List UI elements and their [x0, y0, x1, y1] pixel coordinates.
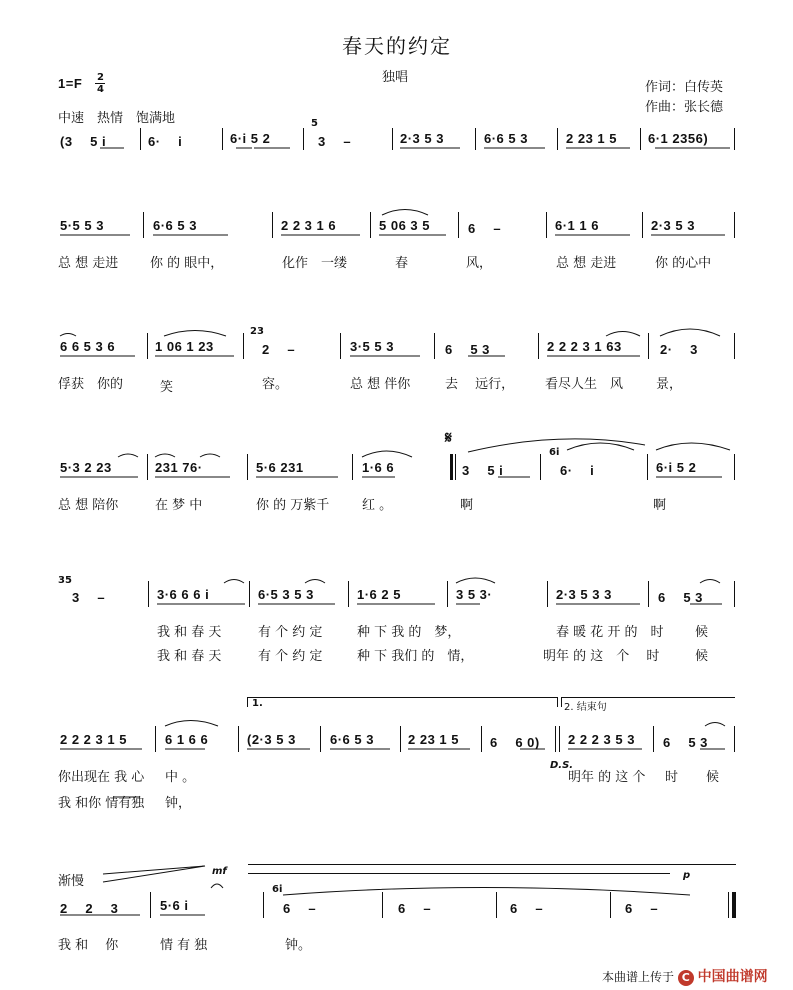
lyric: 我 和你 情有独 [58, 796, 145, 811]
dynamic-p: p [683, 870, 691, 881]
measure: 2 – [262, 342, 296, 357]
measure: 6 5 3 [445, 342, 490, 357]
fermata [211, 884, 223, 888]
slur [705, 723, 725, 727]
hairpin-diminuendo [103, 866, 205, 882]
measure: 6·i 5 2 [230, 131, 271, 146]
measure: 6 – [468, 221, 502, 236]
measure: 6·5 3 5 3 [258, 587, 314, 602]
grace-note: 5 [311, 118, 318, 129]
measure: 2 2 2 3 1 63 [547, 339, 622, 354]
measure: (3 5 i [60, 134, 107, 149]
volta-first-ending: 1. [252, 698, 263, 709]
measure: 5 06 3 5 [379, 218, 430, 233]
slur [60, 334, 76, 337]
site-logo-icon: C [678, 970, 694, 986]
measure: 6·1 2356) [648, 131, 709, 146]
lyric: 啊 [653, 498, 667, 513]
lyric: 明年 的 这 个 时 [543, 649, 660, 664]
measure: 6·i 5 2 [656, 460, 697, 475]
slur [700, 580, 720, 584]
lyric: 我 和 春 天 [157, 625, 222, 640]
measure: 6 – [398, 901, 432, 916]
measure: (2·3 5 3 [247, 732, 296, 747]
grace-note: 6i [549, 447, 560, 458]
measure: 6· i [148, 134, 183, 149]
slur [660, 329, 720, 336]
slur [656, 443, 730, 450]
measure: 6 – [510, 901, 544, 916]
lyric: 种 下 我 的 梦， [357, 625, 461, 640]
tie [283, 888, 690, 896]
measure: 3·5 5 3 [350, 339, 394, 354]
measure: 5·6 i [160, 898, 189, 913]
lyric: 总 想 陪你 [58, 498, 119, 513]
measure: 2 2 3 [60, 901, 119, 916]
measure: 2·3 5 3 [651, 218, 695, 233]
lyric: 中 。 [165, 770, 196, 785]
time-signature-denominator: 4 [97, 84, 104, 95]
segno-sign: 𝄋 [445, 430, 453, 447]
slur [305, 580, 325, 584]
key-signature: 1=F [58, 76, 83, 91]
measure: 3 – [318, 134, 352, 149]
lyric: 有 个 约 定 [258, 625, 323, 640]
measure: 3 5 3· [456, 587, 493, 602]
lyric: 春 暖 花 开 的 时 [556, 625, 664, 640]
lyric: 钟， [165, 796, 192, 811]
lyric: 笑 [160, 380, 174, 395]
slur [164, 331, 226, 337]
grace-note: 35 [58, 575, 72, 586]
time-signature-numerator: 2 [97, 72, 104, 83]
measure: 6·1 1 6 [555, 218, 599, 233]
lyric: 总 想 走进 [58, 256, 119, 271]
lyric: 候 [706, 770, 720, 785]
measure: 3 5 i [462, 463, 504, 478]
lyric: 看尽人生 风 [545, 377, 624, 392]
measure: 6 – [283, 901, 317, 916]
grace-note: 6i [272, 884, 283, 895]
lyric: 景， [656, 377, 683, 392]
measure: 6·6 5 3 [484, 131, 528, 146]
lyric: 情 有 独 [160, 938, 208, 953]
lyric: 在 梦 中 [155, 498, 203, 513]
lyric: 去 远行， [445, 377, 515, 392]
footer-note [602, 966, 768, 986]
measure: 2 23 1 5 [408, 732, 459, 747]
measure: 2 2 2 3 1 5 [60, 732, 127, 747]
lyric: 春 [395, 256, 409, 271]
measure: 6· i [560, 463, 595, 478]
lyric: 我 和 春 天 [157, 649, 222, 664]
volta-second-ending: 2. 结束句 [564, 702, 607, 713]
lyric: 风， [466, 256, 493, 271]
measure: 6 5 3 [663, 735, 708, 750]
lyric: 时 [665, 770, 679, 785]
measure: 3 – [72, 590, 106, 605]
measure: 1 06 1 23 [155, 339, 214, 354]
lyric: 候 [695, 649, 709, 664]
lyric: 你 的心中 [655, 256, 712, 271]
dal-segno-mark: D.S. [550, 760, 574, 771]
song-title: 春天的约定 [342, 34, 452, 58]
lyric: 明年 的 这 个 [568, 770, 646, 785]
performance-type: 独唱 [382, 70, 409, 85]
measure: 3·6 6 6 i [157, 587, 210, 602]
lyric: 你 的 万紫千 [256, 498, 330, 513]
measure: 5·5 5 3 [60, 218, 104, 233]
lyricist: 作词：白传英 [645, 80, 724, 95]
slur [200, 454, 220, 457]
slur [362, 451, 412, 457]
slur [382, 210, 428, 216]
lyric: 钟。 [285, 938, 312, 953]
lyric: 有 个 约 定 [258, 649, 323, 664]
measure: 2· 3 [660, 342, 698, 357]
measure: 2·3 5 3 [400, 131, 444, 146]
measure: 6 6 5 3 6 [60, 339, 116, 354]
slur [606, 332, 640, 337]
measure: 6 6 0) [490, 735, 540, 750]
lyric: 种 下 我们 的 情， [357, 649, 474, 664]
footer-text: 本曲谱上传于 [602, 970, 675, 984]
lyric: 你 的 眼中， [150, 256, 224, 271]
measure: 6 1 6 6 [165, 732, 209, 747]
measure: 6·6 5 3 [153, 218, 197, 233]
lyric: 啊 [460, 498, 474, 513]
slur [155, 454, 175, 457]
grace-note: 23 [250, 326, 264, 337]
slur [456, 578, 495, 583]
measure: 6 – [625, 901, 659, 916]
dynamic-mf: mf [212, 866, 227, 877]
measure: 5·6 231 [256, 460, 304, 475]
slur [567, 443, 634, 450]
ritardando-marking: 渐慢 [58, 874, 85, 889]
slur [224, 580, 244, 584]
lyric: 容。 [262, 377, 289, 392]
measure: 231 76· [155, 460, 203, 475]
lyric: 我 和 你 [58, 938, 119, 953]
lyric: 化作 一缕 [282, 256, 348, 271]
slur [165, 721, 218, 727]
lyric: 总 想 伴你 [350, 377, 411, 392]
measure: 6·6 5 3 [330, 732, 374, 747]
measure: 2 2 3 1 6 [281, 218, 337, 233]
lyric: 红 。 [362, 498, 393, 513]
measure: 6 5 3 [658, 590, 703, 605]
measure: 2 23 1 5 [566, 131, 617, 146]
slur [118, 454, 138, 457]
lyric: 你出现在 我 心 [58, 770, 145, 785]
measure: 1·6 2 5 [357, 587, 401, 602]
measure: 5·3 2 23 [60, 460, 112, 475]
site-brand: 中国曲谱网 [697, 969, 768, 985]
tempo-marking: 中速 热情 饱满地 [58, 111, 176, 126]
measure: 2 2 2 3 5 3 [568, 732, 635, 747]
measure: 1·6 6 [362, 460, 395, 475]
lyric: 候 [695, 625, 709, 640]
lyric: 总 想 走进 [556, 256, 617, 271]
composer: 作曲：张长德 [645, 100, 724, 115]
measure: 2·3 5 3 3 [556, 587, 612, 602]
lyric: 俘获 你的 [58, 377, 124, 392]
